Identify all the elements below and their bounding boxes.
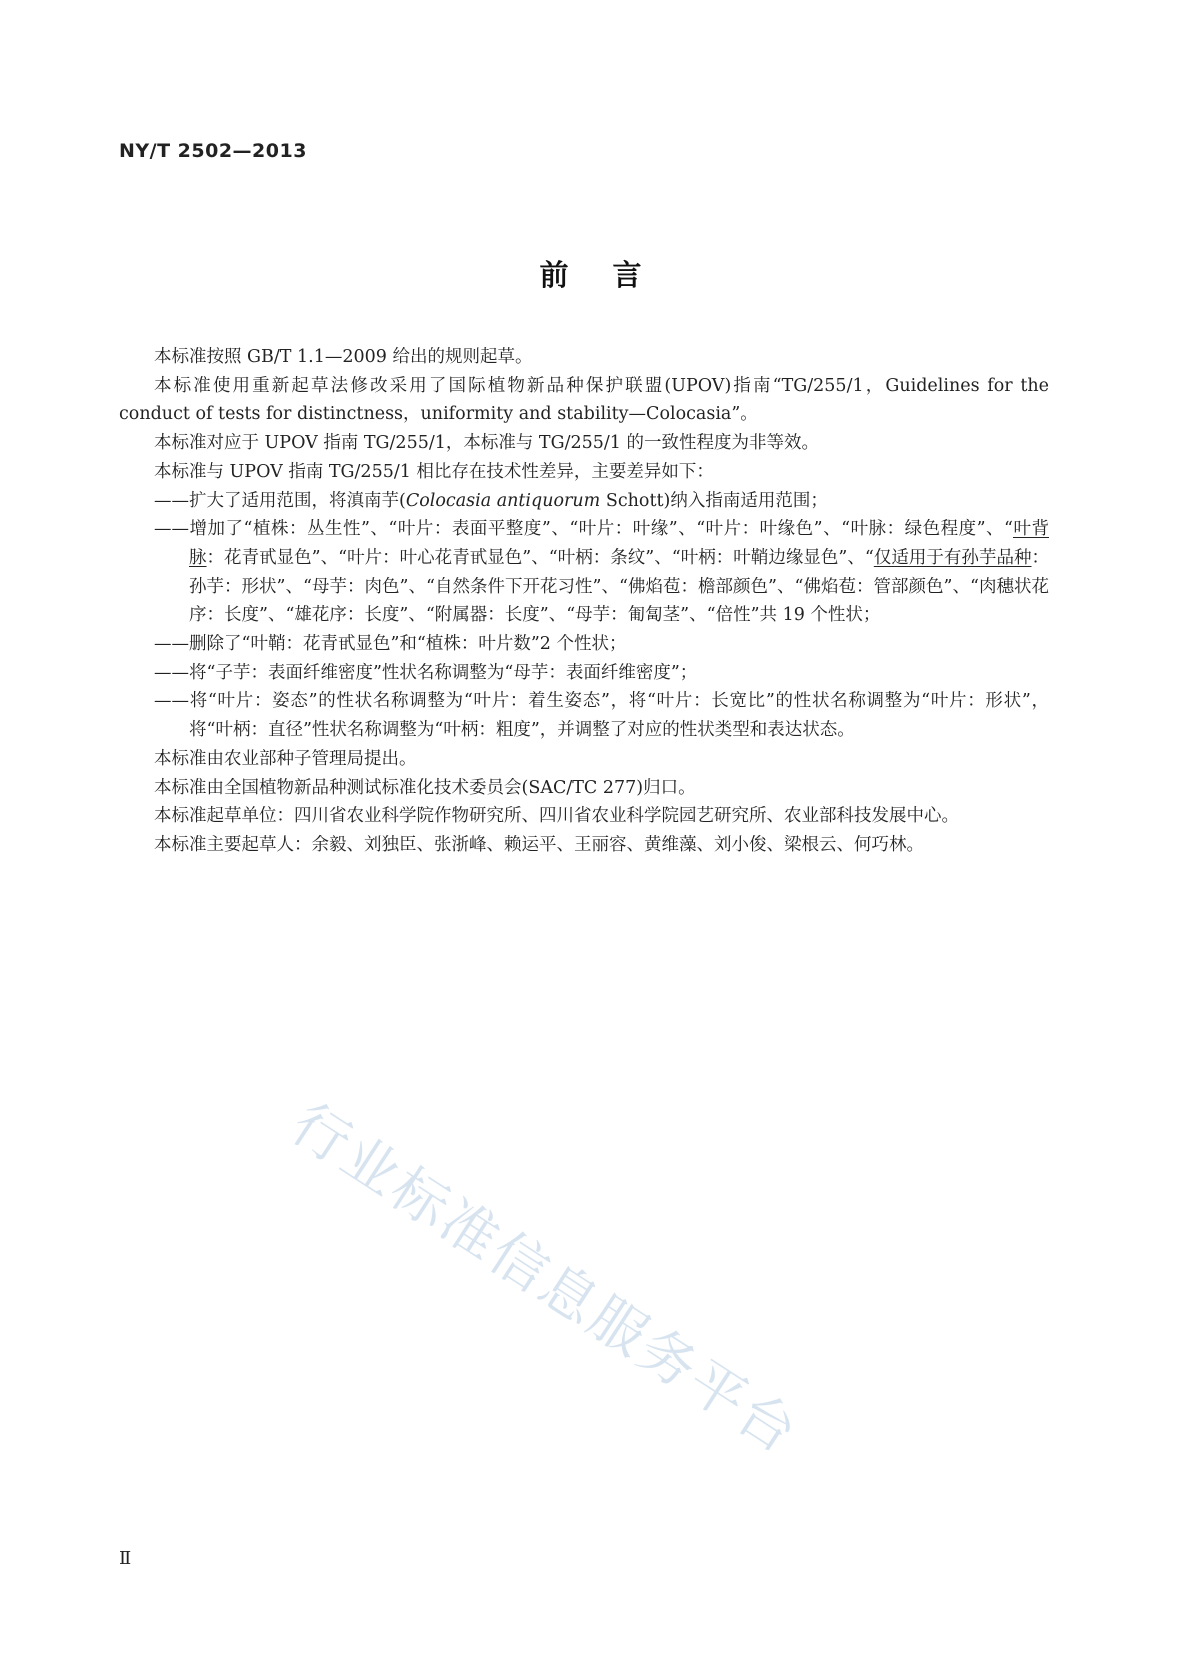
paragraph-centralized-by: 本标准由全国植物新品种测试标准化技术委员会(SAC/TC 277)归口。 xyxy=(154,777,696,798)
difference-scope xyxy=(119,487,1049,516)
watermark: 行业标准信息服务平台 xyxy=(279,1091,811,1468)
difference-scope-text-end: Schott)纳入指南适用范围； xyxy=(600,490,828,511)
paragraph-differences-intro: 本标准与 UPOV 指南 TG/255/1 相比存在技术性差异，主要差异如下： xyxy=(154,461,714,482)
added-traits-part-1: ——增加了“植株：丛生性”、“叶片：表面平整度”、“叶片：叶缘”、“叶片：叶缘色”、“叶脉：绿色程度”、“ xyxy=(154,519,1013,540)
added-traits-part-3: ：孙芋：形状”、“母芋：肉色”、“自然条件下开花习性”、“佛焰苞：檐部颜色”、“佛焰苞：管部颜色”、“肉穗状花序：长度”、“雄花序：长度”、“附属器：长度”、“母芋：匍匐茎”、“倍性”共 19 个性状； xyxy=(189,547,1050,626)
paragraph-equivalence: 本标准对应于 UPOV 指南 TG/255/1，本标准与 TG/255/1 的一致性程度为非等效。 xyxy=(154,433,819,454)
underlined-term-grandchild-corm: 仅适用于有孙芋品种 xyxy=(873,547,1032,568)
paragraph-drafting-rules: 本标准按照 GB/T 1.1—2009 给出的规则起草。 xyxy=(154,347,533,367)
latin-species-name: Colocasia antiquorum xyxy=(405,490,601,511)
page-number: Ⅱ xyxy=(119,1548,132,1569)
paragraph-upov-adoption: 本标准使用重新起草法修改采用了国际植物新品种保护联盟(UPOV)指南“TG/255/1，Guidelines for the conduct of tests for distinctness，uniformity and stability—Colocasia”。 xyxy=(119,375,1049,425)
difference-scope-text: ——扩大了适用范围，将滇南芋( xyxy=(154,490,406,511)
difference-added-traits xyxy=(119,515,1049,630)
paragraph-proposed-by: 本标准由农业部种子管理局提出。 xyxy=(154,748,417,769)
paragraph-drafting-units: 本标准起草单位：四川省农业科学院作物研究所、四川省农业科学院园艺研究所、农业部科技发展中心。 xyxy=(154,806,959,827)
difference-adjusted-traits: ——将“叶片：姿态”的性状名称调整为“叶片：着生姿态”，将“叶片：长宽比”的性状名称调整为“叶片：形状”，将“叶柄：直径”性状名称调整为“叶柄：粗度”，并调整了对应的性状类型和表达状态。 xyxy=(154,691,1049,741)
difference-renamed-trait: ——将“子芋：表面纤维密度”性状名称调整为“母芋：表面纤维密度”； xyxy=(154,662,698,683)
paragraph-drafters: 本标准主要起草人：余毅、刘独臣、张浙峰、赖运平、王丽容、黄维藻、刘小俊、梁根云、何巧林。 xyxy=(154,834,924,855)
underlined-term-leaf-vein: 叶背脉 xyxy=(189,519,1049,568)
added-traits-part-2: ：花青甙显色”、“叶片：叶心花青甙显色”、“叶柄：条纹”、“叶柄：叶鞘边缘显色”、“ xyxy=(206,547,874,568)
foreword-body xyxy=(119,343,1049,860)
standard-code: NY/T 2502—2013 xyxy=(119,140,307,162)
difference-deleted-traits: ——删除了“叶鞘：花青甙显色”和“植株：叶片数”2 个性状； xyxy=(154,634,627,655)
page-title: 前言 xyxy=(539,258,686,292)
